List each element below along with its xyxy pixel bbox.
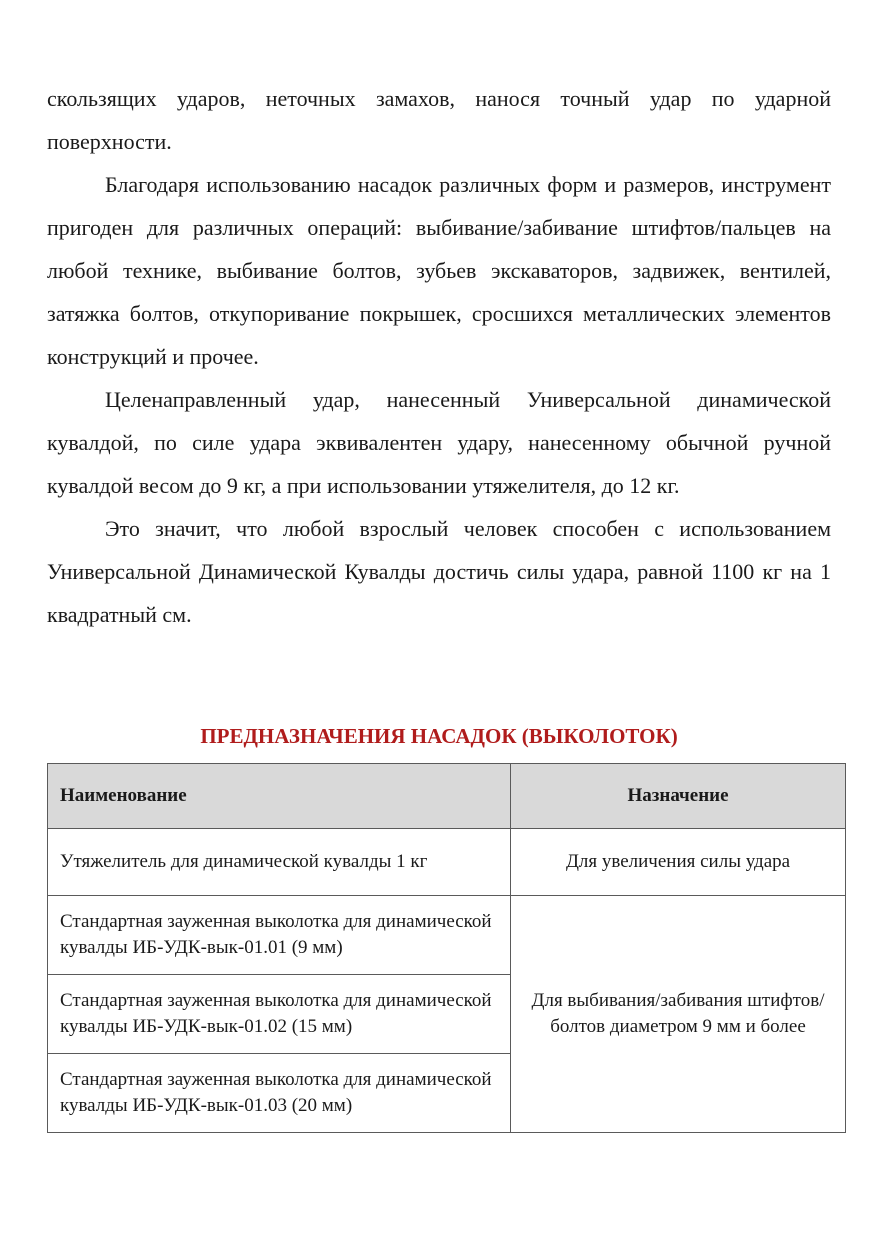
table-row bbox=[48, 829, 846, 896]
cell-purpose: Для увеличения силы удара bbox=[511, 829, 846, 896]
document-body bbox=[47, 77, 831, 636]
table-row bbox=[48, 896, 846, 975]
paragraph: скользящих ударов, неточных замахов, нанося точный удар по ударной поверхности. bbox=[47, 86, 831, 154]
attachments-table bbox=[47, 763, 846, 1133]
paragraph: Благодаря использованию насадок различных форм и размеров, инструмент пригоден для различных операций: выбивание/забивание штифтов/пальцев на любой технике, выбивание болтов, зубьев экскаваторов, задвижек, вентилей, затяжка болтов, откупоривание покрышек, сросшихся металлических элементов конструкций и прочее. bbox=[47, 172, 831, 369]
cell-purpose-merged: Для выбивания/забивания штифтов/болтов диаметром 9 мм и более bbox=[511, 896, 846, 1133]
cell-name: Стандартная зауженная выколотка для динамической кувалды ИБ-УДК-вык-01.01 (9 мм) bbox=[48, 896, 511, 975]
column-header-name: Наименование bbox=[48, 764, 511, 829]
paragraph: Это значит, что любой взрослый человек способен с использованием Универсальной Динамической Кувалды достичь силы удара, равной 1100 кг на 1 квадратный см. bbox=[47, 516, 831, 627]
cell-name: Стандартная зауженная выколотка для динамической кувалды ИБ-УДК-вык-01.03 (20 мм) bbox=[48, 1054, 511, 1133]
table-header-row bbox=[48, 764, 846, 829]
column-header-purpose: Назначение bbox=[511, 764, 846, 829]
paragraph: Целенаправленный удар, нанесенный Универсальной динамической кувалдой, по силе удара эквивалентен удару, нанесенному обычной ручной кувалдой весом до 9 кг, а при использовании утяжелителя, до 12 кг. bbox=[47, 387, 831, 498]
section-title: ПРЕДНАЗНАЧЕНИЯ НАСАДОК (ВЫКОЛОТОК) bbox=[200, 724, 678, 748]
cell-name: Утяжелитель для динамической кувалды 1 кг bbox=[48, 829, 511, 896]
cell-name: Стандартная зауженная выколотка для динамической кувалды ИБ-УДК-вык-01.02 (15 мм) bbox=[48, 975, 511, 1054]
